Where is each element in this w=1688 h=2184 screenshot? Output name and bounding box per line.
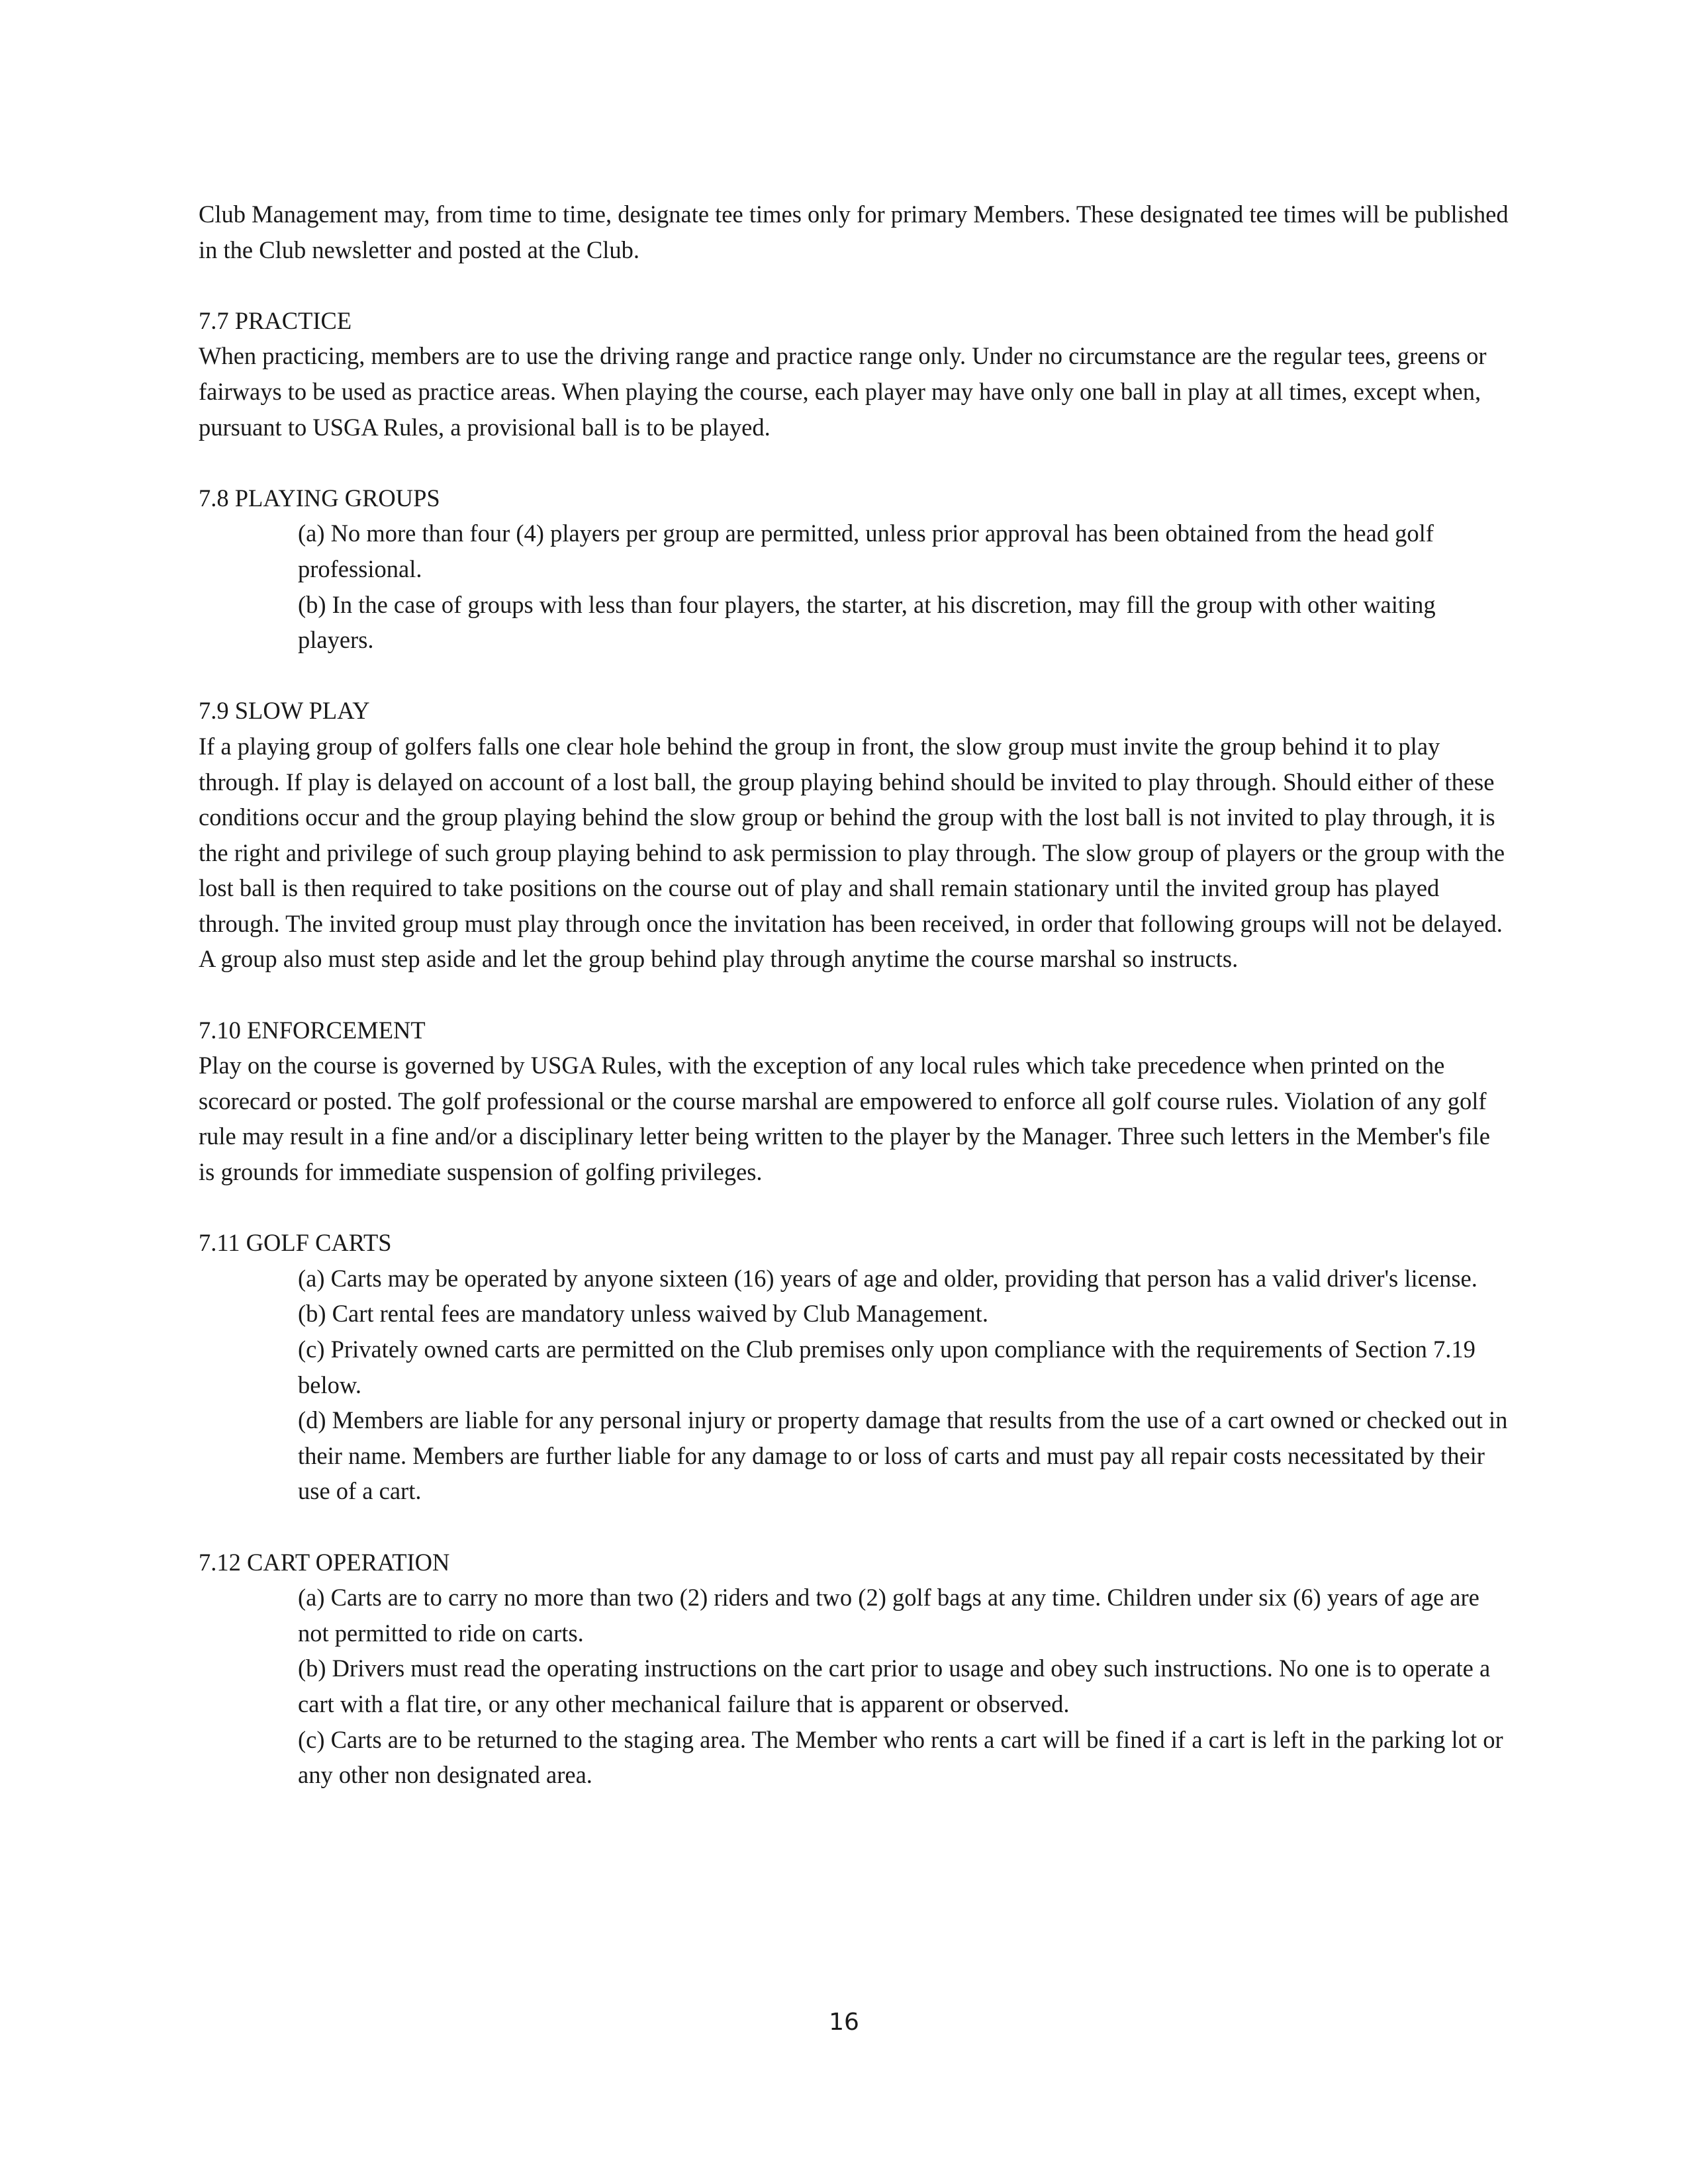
section-heading-cart-operation: 7.12 CART OPERATION	[199, 1548, 450, 1576]
section-heading-golf-carts: 7.11 GOLF CARTS	[199, 1229, 392, 1257]
section-body-practice: When practicing, members are to use the driving range and practice range only. Under no circumstance are the regular tees, greens or fairways to be used as practice areas. When playing the course, each player may have only one ball in play at all times, except when, pursuant to USGA Rules, a provisional ball is to be played.	[199, 342, 1487, 441]
list-item-cart-operation-c: (c) Carts are to be returned to the staging area. The Member who rents a cart will be fined if a cart is left in the parking lot or any other non designated area.	[298, 1725, 1503, 1789]
paragraph-gap	[199, 267, 1509, 303]
intro-paragraph: Club Management may, from time to time, designate tee times only for primary Members. These designated tee times will be published in the Club newsletter and posted at the Club.	[199, 201, 1509, 263]
list-item-cart-operation-a: (a) Carts are to carry no more than two (2) riders and two (2) golf bags at any time. Children under six (6) years of age are not permitted to ride on carts.	[298, 1584, 1479, 1647]
list-item-golf-carts-a: (a) Carts may be operated by anyone sixteen (16) years of age and older, providing that person has a valid driver's license.	[298, 1264, 1477, 1292]
paragraph-gap	[199, 445, 1509, 480]
list-item-playing-groups-a: (a) No more than four (4) players per group are permitted, unless prior approval has been obtained from the head golf professional.	[298, 520, 1434, 582]
list-item-golf-carts-d: (d) Members are liable for any personal injury or property damage that results from the use of a cart owned or checked out in their name. Members are further liable for any damage to or loss of carts and must pay all repair costs necessitated by their use of a cart.	[298, 1406, 1508, 1505]
section-body-enforcement: Play on the course is governed by USGA Rules, with the exception of any local rules which take precedence when printed on the scorecard or posted. The golf professional or the course marshal are empowered to enforce all golf course rules. Violation of any golf rule may result in a fine and/or a disciplinary letter being written to the player by the Manager. Three such letters in the Member's file is grounds for immediate suspension of golfing privileges.	[199, 1052, 1490, 1186]
paragraph-gap	[199, 1190, 1509, 1226]
section-heading-playing-groups: 7.8 PLAYING GROUPS	[199, 484, 440, 512]
section-heading-slow-play: 7.9 SLOW PLAY	[199, 697, 370, 725]
list-item-golf-carts-b: (b) Cart rental fees are mandatory unless waived by Club Management.	[298, 1300, 988, 1328]
section-heading-practice: 7.7 PRACTICE	[199, 306, 352, 334]
section-body-slow-play: If a playing group of golfers falls one clear hole behind the group in front, the slow group must invite the group behind it to play through. If play is delayed on account of a lost ball, the group playing behind should be invited to play through. Should either of these conditions occur and the group playing behind the slow group or behind the group with the lost ball is not invited to play through, it is the right and privilege of such group playing behind to ask permission to play through. The slow group of players or the group with the lost ball is then required to take positions on the course out of play and shall remain stationary until the invited group has played through. The invited group must play through once the invitation has been received, in order that following groups will not be delayed. A group also must step aside and let the group behind play through anytime the course marshal so instructs.	[199, 732, 1505, 973]
paragraph-gap	[199, 1509, 1509, 1545]
list-item-cart-operation-b: (b) Drivers must read the operating instructions on the cart prior to usage and obey such instructions. No one is to operate a cart with a flat tire, or any other mechanical failure that is apparent or observed.	[298, 1655, 1491, 1717]
list-item-playing-groups-b: (b) In the case of groups with less than four players, the starter, at his discretion, may fill the group with other waiting players.	[298, 590, 1436, 654]
page-number: 16	[829, 2009, 859, 2036]
list-item-golf-carts-c: (c) Privately owned carts are permitted on the Club premises only upon compliance with the requirements of Section 7.19 below.	[298, 1336, 1476, 1398]
section-heading-enforcement: 7.10 ENFORCEMENT	[199, 1016, 426, 1044]
paragraph-gap	[199, 658, 1509, 694]
paragraph-gap	[199, 977, 1509, 1013]
page-content	[199, 197, 1509, 1793]
